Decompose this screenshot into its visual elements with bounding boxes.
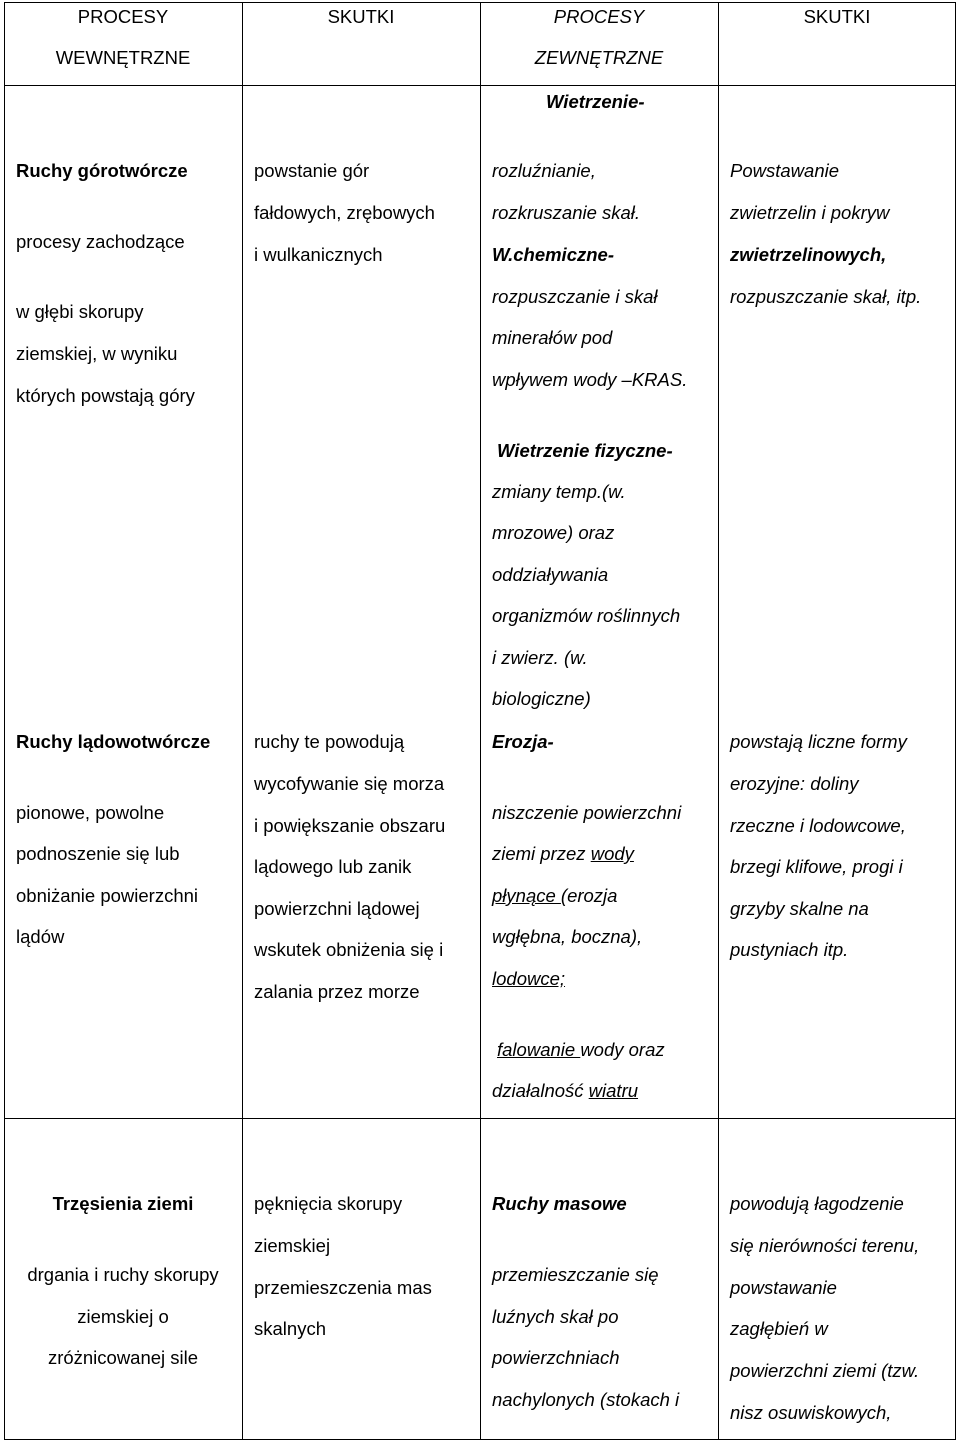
row3-c3-line: przemieszczanie się — [492, 1264, 659, 1285]
row2-c2-line: wskutek obniżenia się i — [254, 939, 444, 960]
row3-c4-line: się nierówności terenu, — [730, 1235, 920, 1256]
row2-c3-line: falowanie wody oraz — [497, 1039, 665, 1060]
row2-c2-line: zalania przez morze — [254, 981, 420, 1002]
row2-c4-line: brzegi klifowe, progi i — [730, 856, 903, 877]
header-processes-external-line1: PROCESY — [553, 6, 645, 27]
row2-c1-line: podnoszenie się lub — [16, 843, 180, 864]
row1-c4-line: zwietrzelinowych, — [730, 244, 887, 265]
physical-weathering-heading: Wietrzenie fizyczne- — [497, 440, 673, 461]
row2-c4-line: rzeczne i lodowcowe, — [730, 815, 906, 836]
header-processes-internal-line2: WEWNĘTRZNE — [55, 47, 191, 68]
row2-c2-line: powierzchni lądowej — [254, 898, 420, 919]
row3-c2-line: przemieszczenia mas — [254, 1277, 432, 1298]
land-forming-title: Ruchy lądowotwórcze — [16, 731, 211, 752]
row2-c1-line: pionowe, powolne — [16, 802, 165, 823]
chemical-weathering-heading: W.chemiczne- — [492, 244, 614, 265]
row2-c3-line: lodowce; — [492, 968, 566, 989]
row3-c1-line: ziemskiej o — [77, 1306, 169, 1327]
row1-c3-line: rozkruszanie skał. — [492, 202, 641, 223]
header-processes-external-line2: ZEWNĘTRZNE — [534, 47, 664, 68]
row2-c1-line: lądów — [16, 926, 65, 947]
row2-c2-line: wycofywanie się morza — [254, 773, 445, 794]
row3-c2-line: ziemskiej — [254, 1235, 331, 1256]
row1-c3-line: wpływem wody –KRAS. — [492, 369, 688, 390]
row2-c2-line: i powiększanie obszaru — [254, 815, 446, 836]
row1-c3-physical-line: organizmów roślinnych — [492, 605, 681, 626]
row2-c4-line: erozyjne: doliny — [730, 773, 859, 794]
row2-c4-line: pustyniach itp. — [730, 939, 849, 960]
row1-c4-line: rozpuszczanie skał, itp. — [730, 286, 922, 307]
row1-c3-line: rozluźnianie, — [492, 160, 596, 181]
row1-c2-line: powstanie gór — [254, 160, 370, 181]
row3-c4-line: powodują łagodzenie — [730, 1193, 904, 1214]
row1-c1-line: ziemskiej, w wyniku — [16, 343, 178, 364]
column-divider — [242, 2, 243, 1440]
row1-c3-physical-line: i zwierz. (w. — [492, 647, 588, 668]
row1-c3-physical-line: zmiany temp.(w. — [492, 481, 626, 502]
row1-c1-line: w głębi skorupy — [16, 301, 144, 322]
row-divider — [4, 1118, 956, 1119]
row1-c3-physical-line: mrozowe) oraz — [492, 522, 615, 543]
row2-c1-line: obniżanie powierzchni — [16, 885, 199, 906]
row2-c2-line: lądowego lub zanik — [254, 856, 412, 877]
row2-c3-line: niszczenie powierzchni — [492, 802, 682, 823]
row2-c4-line: grzyby skalne na — [730, 898, 869, 919]
earthquakes-title: Trzęsienia ziemi — [52, 1193, 194, 1214]
erosion-heading: Erozja- — [492, 731, 554, 752]
mass-movements-heading: Ruchy masowe — [492, 1193, 627, 1214]
row1-c3-physical-line: biologiczne) — [492, 688, 591, 709]
row1-c1-line: których powstają góry — [16, 385, 195, 406]
row1-c3-line: rozpuszczanie i skał — [492, 286, 658, 307]
mountain-building-title: Ruchy górotwórcze — [16, 160, 188, 181]
row1-c3-line: minerałów pod — [492, 327, 613, 348]
row3-c4-line: powstawanie — [730, 1277, 837, 1298]
column-divider — [718, 2, 719, 1440]
row3-c3-line: powierzchniach — [492, 1347, 620, 1368]
row1-c4-line: Powstawanie — [730, 160, 840, 181]
row1-c1-line: procesy zachodzące — [16, 231, 185, 252]
row2-c3-line: płynące (erozja — [492, 885, 618, 906]
row3-c4-line: zagłębień w — [730, 1318, 828, 1339]
row3-c1-line: drgania i ruchy skorupy — [27, 1264, 219, 1285]
header-effects-external: SKUTKI — [803, 6, 871, 27]
row3-c4-line: nisz osuwiskowych, — [730, 1402, 892, 1423]
row3-c4-line: powierzchni ziemi (tzw. — [730, 1360, 920, 1381]
row3-c2-line: skalnych — [254, 1318, 326, 1339]
header-processes-internal-line1: PROCESY — [77, 6, 169, 27]
column-divider — [480, 2, 481, 1440]
row2-c2-line: ruchy te powodują — [254, 731, 405, 752]
header-effects: SKUTKI — [327, 6, 395, 27]
row-divider — [4, 85, 956, 86]
row3-c3-line: nachylonych (stokach i — [492, 1389, 680, 1410]
row3-c3-line: luźnych skał po — [492, 1306, 619, 1327]
weathering-heading: Wietrzenie- — [546, 91, 645, 112]
row2-c4-line: powstają liczne formy — [730, 731, 907, 752]
row1-c4-line: zwietrzelin i pokryw — [730, 202, 890, 223]
row2-c3-line: ziemi przez wody — [492, 843, 634, 864]
row1-c3-physical-line: oddziaływania — [492, 564, 609, 585]
row1-c2-line: fałdowych, zrębowych — [254, 202, 435, 223]
row1-c2-line: i wulkanicznych — [254, 244, 383, 265]
row2-c3-line: działalność wiatru — [492, 1080, 639, 1101]
row3-c2-line: pęknięcia skorupy — [254, 1193, 403, 1214]
row2-c3-line: wgłębna, boczna), — [492, 926, 643, 947]
row3-c1-line: zróżnicowanej sile — [47, 1347, 199, 1368]
